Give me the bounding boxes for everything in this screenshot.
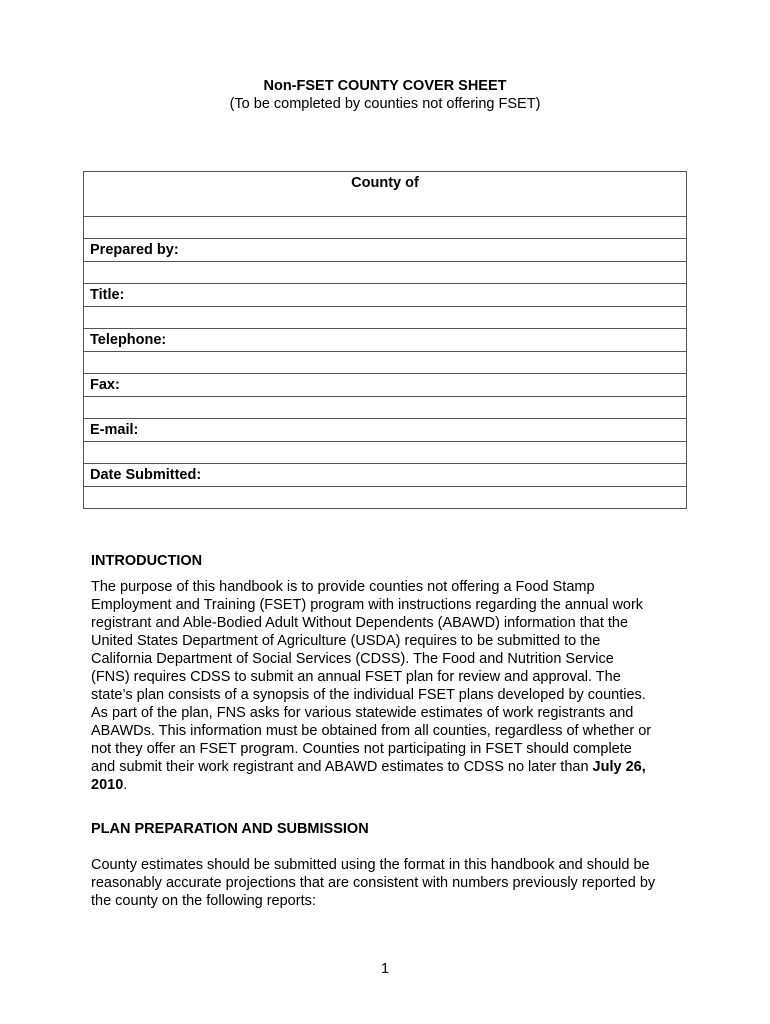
paragraph-line: not they offer an FSET program. Counties not participating in FSET should complete <box>91 741 632 757</box>
paragraph-line: ABAWDs. This information must be obtained from all counties, regardless of whether or <box>91 723 652 739</box>
fax-field[interactable] <box>84 397 687 419</box>
paragraph-line <box>91 776 691 794</box>
introduction-heading: INTRODUCTION <box>91 553 203 569</box>
title-field[interactable] <box>84 307 687 329</box>
deadline-date-part2: 2010 <box>91 777 124 793</box>
plan-preparation-paragraph <box>91 856 691 910</box>
deadline-date-part1: July 26, <box>592 759 646 775</box>
date-submitted-label: Date Submitted: <box>84 464 687 487</box>
page-number: 1 <box>380 961 390 977</box>
prepared-by-field[interactable] <box>84 262 687 284</box>
paragraph-line: (FNS) requires CDSS to submit an annual FSET plan for review and approval. The <box>91 669 621 685</box>
title-label: Title: <box>84 284 687 307</box>
date-submitted-field[interactable] <box>84 487 687 509</box>
prepared-by-label: Prepared by: <box>84 239 687 262</box>
email-field[interactable] <box>84 442 687 464</box>
paragraph-line: As part of the plan, FNS asks for various statewide estimates of work registrants and <box>91 705 634 721</box>
paragraph-line <box>91 758 691 776</box>
paragraph-line: reasonably accurate projections that are consistent with numbers previously reported by <box>91 875 656 891</box>
paragraph-line: The purpose of this handbook is to provide counties not offering a Food Stamp <box>91 579 595 595</box>
county-entry-field[interactable] <box>84 217 687 239</box>
paragraph-text: and submit their work registrant and ABAWD estimates to CDSS no later than <box>91 759 593 775</box>
plan-preparation-heading: PLAN PREPARATION AND SUBMISSION <box>91 821 369 837</box>
fax-label: Fax: <box>84 374 687 397</box>
document-subtitle: (To be completed by counties not offering FSET) <box>229 96 541 112</box>
telephone-field[interactable] <box>84 352 687 374</box>
paragraph-line: the county on the following reports: <box>91 893 316 909</box>
county-label: County of <box>84 172 687 217</box>
cover-sheet-table <box>83 171 687 509</box>
email-label: E-mail: <box>84 419 687 442</box>
paragraph-line: registrant and Able-Bodied Adult Without Dependents (ABAWD) information that the <box>91 615 629 631</box>
introduction-paragraph <box>91 578 691 794</box>
paragraph-line: County estimates should be submitted using the format in this handbook and should be <box>91 857 650 873</box>
paragraph-line: United States Department of Agriculture (USDA) requires to be submitted to the <box>91 633 601 649</box>
paragraph-line: Employment and Training (FSET) program with instructions regarding the annual work <box>91 597 644 613</box>
telephone-label: Telephone: <box>84 329 687 352</box>
document-title: Non-FSET COUNTY COVER SHEET <box>263 78 507 94</box>
paragraph-line: state’s plan consists of a synopsis of the individual FSET plans developed by counties. <box>91 687 646 703</box>
deadline-suffix: . <box>123 777 128 793</box>
paragraph-line: California Department of Social Services (CDSS). The Food and Nutrition Service <box>91 651 614 667</box>
